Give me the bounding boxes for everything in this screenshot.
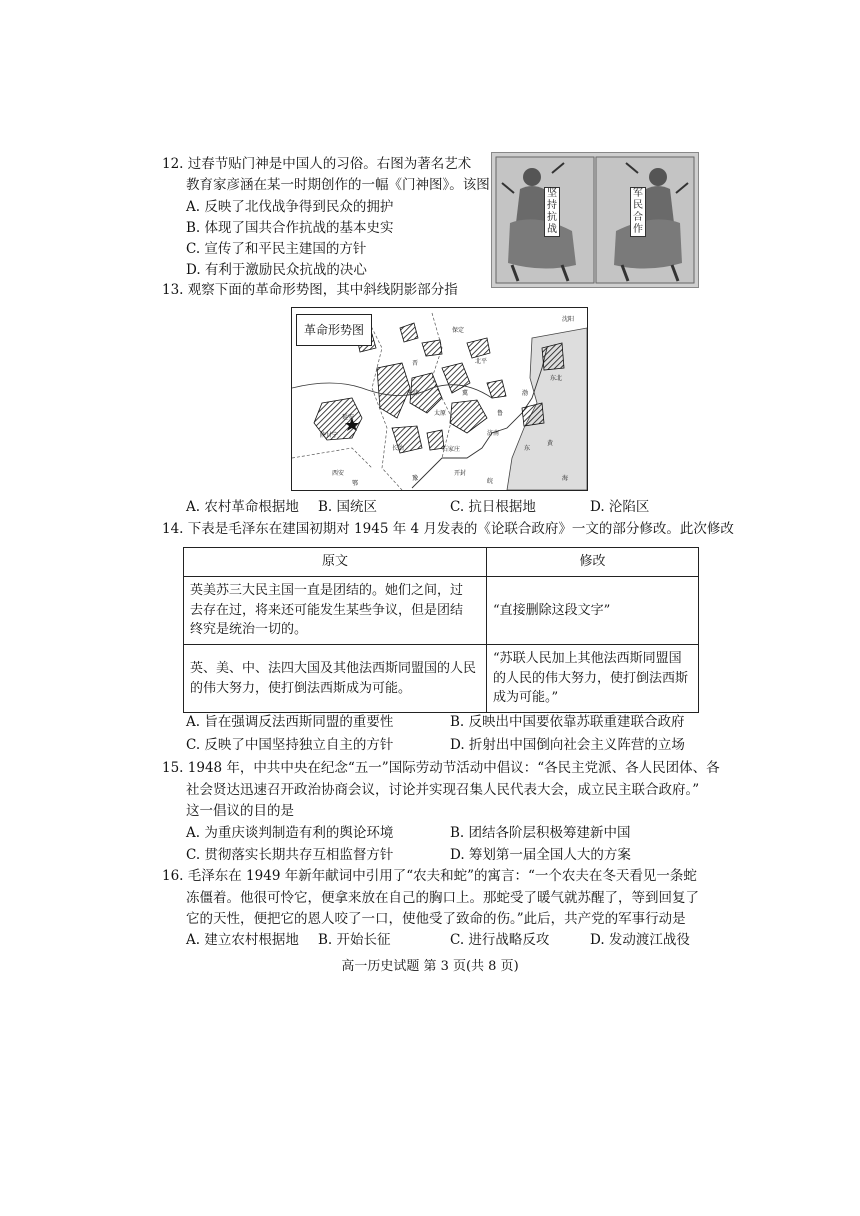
row1-original-line2: 去存在过，将来还可能发生某些争议，但是团结 [190, 602, 464, 618]
q12-option-d: D. 有利于激励民众抗战的决心 [186, 262, 367, 278]
map-label-huang: 黄 [547, 440, 554, 447]
row1-original [184, 577, 487, 645]
map-label-shenyang: 沈阳 [562, 316, 575, 323]
row2-revised-line2: 的人民的伟大努力，使打倒法西斯 [493, 670, 689, 686]
q14-option-c: C. 反映了中国坚持独立自主的方针 [186, 737, 394, 753]
row2-original-line2: 的伟大努力，使打倒法西斯成为可能。 [190, 680, 412, 696]
map-label-changzhi: 长治 [392, 445, 405, 452]
row2-revised-line1: “苏联人民加上其他法西斯同盟国 [493, 651, 682, 667]
table-row [184, 577, 699, 645]
row2-original [184, 645, 487, 713]
q16-option-a: A. 建立农村根据地 [186, 932, 299, 948]
q15-option-a: A. 为重庆谈判制造有利的舆论环境 [186, 825, 394, 841]
q15-option-c: C. 贯彻落实长期共存互相监督方针 [186, 847, 394, 863]
q12-option-b: B. 体现了国共合作抗战的基本史实 [186, 220, 394, 236]
revolution-map [291, 307, 588, 491]
map-label-baoding: 保定 [452, 327, 465, 334]
row2-original-line1: 英、美、中、法四大国及其他法西斯同盟国的人民 [190, 661, 477, 676]
map-label-wan: 皖 [487, 478, 494, 485]
q12-stem-line1: 12. 过春节贴门神是中国人的习俗。右图为著名艺术 [162, 156, 472, 172]
q12-option-a: A. 反映了北伐战争得到民众的拥护 [186, 199, 394, 215]
row1-revised: “直接删除这段文字” [487, 577, 699, 645]
map-label-shaanganning: 陕甘宁 [320, 432, 339, 439]
table-row [184, 645, 699, 713]
map-label-yanan: 延安 [342, 414, 355, 421]
q14-option-b: B. 反映出中国要依靠苏联重建联合政府 [450, 714, 685, 730]
table-header-revised: 修改 [487, 548, 699, 577]
map-label-tianjin: 天津 [407, 390, 420, 397]
map-label-jin: 晋 [412, 360, 419, 367]
map-label-xian: 西安 [332, 470, 345, 477]
q16-option-d: D. 发动渡江战役 [590, 932, 690, 948]
map-label-shijiazhuang: 石家庄 [442, 446, 461, 453]
revision-table [183, 547, 699, 713]
row1-original-line3: 终究是统治一切的。 [190, 622, 308, 638]
map-title: 革命形势图 [296, 314, 372, 346]
q15-option-d: D. 筹划第一届全国人大的方案 [450, 847, 631, 863]
left-caption: 坚持抗战 [544, 187, 560, 237]
map-label-yu: 豫 [412, 475, 419, 482]
map-label-beiping: 北平 [475, 358, 488, 365]
map-label-jinan: 济南 [487, 430, 500, 437]
q15-stem-line1: 15. 1948 年，中共中央在纪念“五一”国际劳动节活动中倡议：“各民主党派、各人民团体、各 [162, 760, 720, 776]
q14-stem: 14. 下表是毛泽东在建国初期对 1945 年 4 月发表的《论联合政府》一文的部分修改。此次修改 [162, 521, 734, 537]
map-label-kaifeng: 开封 [454, 470, 467, 477]
map-label-taiyuan: 太原 [434, 410, 447, 417]
map-label-e: 鄂 [352, 480, 359, 487]
q13-stem: 13. 观察下面的革命形势图，其中斜线阴影部分指 [162, 282, 458, 298]
q16-option-b: B. 开始长征 [318, 932, 391, 948]
q15-stem-line2: 社会贤达迅速召开政治协商会议，讨论并实现召集人民代表大会，成立民主联合政府。” [186, 782, 700, 798]
map-label-dong: 东 [524, 445, 531, 452]
q12-option-c: C. 宣传了和平民主建国的方针 [186, 241, 367, 257]
q13-option-d: D. 沦陷区 [590, 499, 650, 515]
map-label-hai: 海 [562, 475, 569, 482]
row2-revised [487, 645, 699, 713]
q16-stem-line1: 16. 毛泽东在 1949 年新年献词中引用了“农夫和蛇”的寓言：“一个农夫在冬天看见一条蛇 [162, 868, 697, 884]
q14-option-d: D. 折射出中国倒向社会主义阵营的立场 [450, 737, 685, 753]
row2-revised-line3: 成为可能。” [493, 690, 559, 706]
q16-stem-line3: 它的天性，便把它的恩人咬了一口，使他受了致命的伤。”此后，共产党的军事行动是 [186, 911, 686, 927]
row1-original-line1: 英美苏三大民主国一直是团结的。她们之间，过 [190, 583, 464, 599]
q16-option-c: C. 进行战略反攻 [450, 932, 550, 948]
page-footer: 高一历史试题 第 3 页(共 8 页) [341, 959, 519, 974]
q13-option-c: C. 抗日根据地 [450, 499, 536, 515]
q13-option-b: B. 国统区 [318, 499, 378, 515]
map-label-lu: 鲁 [497, 410, 504, 417]
q14-option-a: A. 旨在强调反法西斯同盟的重要性 [186, 714, 394, 730]
map-label-ji: 冀 [462, 390, 469, 397]
map-label-dongbei: 东北 [550, 375, 563, 382]
door-god-image [491, 152, 699, 288]
q16-stem-line2: 冻僵着。他很可怜它，便拿来放在自己的胸口上。那蛇受了暖气就苏醒了，等到回复了 [186, 890, 699, 906]
q15-stem-line3: 这一倡议的目的是 [186, 803, 294, 819]
map-label-bo: 渤 [522, 390, 529, 397]
table-header-original: 原文 [184, 548, 487, 577]
q15-option-b: B. 团结各阶层积极筹建新中国 [450, 825, 631, 841]
right-caption: 军民合作 [630, 187, 646, 237]
q13-option-a: A. 农村革命根据地 [186, 499, 299, 515]
q12-stem-line2: 教育家彦涵在某一时期创作的一幅《门神图》。该图 [186, 177, 490, 193]
